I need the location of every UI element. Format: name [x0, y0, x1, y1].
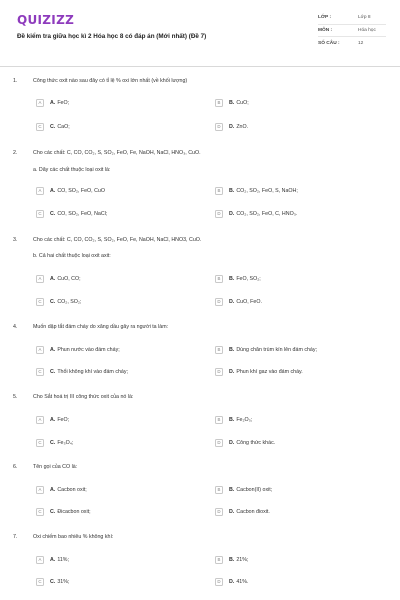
option-box[interactable]: A: [36, 416, 44, 424]
option-text: Phun nước vào đám cháy;: [57, 346, 120, 353]
option-letter: C.: [50, 368, 56, 375]
option-letter: B.: [229, 187, 235, 194]
option-letter: A.: [50, 187, 56, 194]
option-letter: D.: [229, 439, 235, 446]
option-text: CO₂, SO₂;: [57, 298, 82, 305]
worksheet-meta: [318, 12, 386, 50]
option-a[interactable]: [36, 185, 105, 196]
option-text: CO, SO₂, FeO, CuO: [57, 187, 105, 194]
option-text: 31%;: [57, 578, 70, 585]
option-letter: A.: [50, 486, 56, 493]
option-a[interactable]: [36, 273, 81, 284]
option-text: Cacbon đioxit.: [236, 508, 270, 515]
option-letter: D.: [229, 578, 235, 585]
option-letter: A.: [50, 416, 56, 423]
option-letter: C.: [50, 439, 56, 446]
option-text: Công thức khác.: [236, 439, 276, 446]
option-b[interactable]: [215, 554, 248, 565]
meta-label: MÔN :: [318, 27, 333, 33]
meta-row-question-count: [318, 37, 386, 50]
option-text: 21%;: [236, 556, 249, 563]
option-box[interactable]: C: [36, 123, 44, 131]
option-text: Fe₃O₄;: [57, 439, 74, 446]
option-box[interactable]: B: [215, 486, 223, 494]
option-letter: C.: [50, 210, 56, 217]
option-text: FeO;: [57, 99, 70, 106]
option-box[interactable]: C: [36, 210, 44, 218]
option-text: CuO, FeO.: [236, 298, 262, 305]
meta-value: Hóa học: [358, 27, 376, 33]
option-box[interactable]: B: [215, 416, 223, 424]
option-text: Phun khí gaz vào đám cháy.: [236, 368, 303, 375]
question-text: Cho Sắt hoá trị III công thức oxit của nó là:: [33, 394, 134, 400]
option-b[interactable]: [215, 273, 261, 284]
question-number: 6.: [13, 464, 18, 470]
option-letter: D.: [229, 368, 235, 375]
option-text: Đicacbon oxit;: [57, 508, 91, 515]
question-number: 3.: [13, 237, 18, 243]
option-box[interactable]: C: [36, 298, 44, 306]
option-letter: A.: [50, 346, 56, 353]
option-text: Cacbon(II) oxit;: [236, 486, 273, 493]
meta-label: LỚP :: [318, 15, 332, 21]
question-number: 7.: [13, 534, 18, 540]
question-number: 2.: [13, 150, 18, 156]
option-text: Cacbon oxit;: [57, 486, 87, 493]
option-text: CaO;: [57, 123, 70, 130]
option-b[interactable]: [215, 414, 252, 425]
meta-label: SỐ CÂU :: [318, 40, 340, 46]
option-box[interactable]: C: [36, 508, 44, 516]
option-text: CuO;: [236, 99, 249, 106]
option-d[interactable]: [215, 296, 262, 307]
option-c[interactable]: [36, 506, 91, 517]
option-text: CO₂, SO₂, FeO, C, HNO₃.: [236, 210, 298, 217]
option-text: Thổi không khí vào đám cháy;: [57, 368, 128, 375]
option-box[interactable]: D: [215, 210, 223, 218]
option-letter: D.: [229, 123, 235, 130]
option-box[interactable]: B: [215, 99, 223, 107]
meta-value: 12: [358, 40, 364, 46]
option-b[interactable]: [215, 97, 249, 108]
option-a[interactable]: [36, 554, 69, 565]
option-c[interactable]: [36, 437, 73, 448]
option-box[interactable]: A: [36, 556, 44, 564]
quizizz-logo[interactable]: QUIZIZZ: [17, 13, 75, 27]
question-text: Cho các chất: C, CO, CO₂, S, SO₂, FeO, Fe, NaOH, NaCl, HNO3, CuO.: [33, 237, 202, 243]
option-box[interactable]: B: [215, 187, 223, 195]
option-c[interactable]: [36, 121, 70, 132]
option-text: 11%;: [57, 556, 69, 563]
meta-row-subject: [318, 25, 386, 38]
option-letter: A.: [50, 556, 56, 563]
option-a[interactable]: [36, 484, 87, 495]
option-box[interactable]: A: [36, 346, 44, 354]
question-number: 4.: [13, 324, 18, 330]
question-number: 5.: [13, 394, 18, 400]
option-c[interactable]: [36, 208, 107, 219]
option-letter: B.: [229, 556, 235, 563]
option-c[interactable]: [36, 366, 128, 377]
question-text: Cho các chất: C, CO, CO₂, S, SO₂, FeO, Fe, NaOH, NaCl, HNO₃, CuO.: [33, 150, 201, 156]
question-text: Oxi chiếm bao nhiêu % không khí:: [33, 534, 114, 540]
option-box[interactable]: D: [215, 123, 223, 131]
question-subtext: a. Dãy các chất thuộc loại oxit là:: [33, 167, 111, 173]
option-c[interactable]: [36, 296, 81, 307]
option-box[interactable]: D: [215, 439, 223, 447]
option-letter: C.: [50, 578, 56, 585]
option-d[interactable]: [215, 208, 297, 219]
option-c[interactable]: [36, 576, 69, 587]
option-box[interactable]: A: [36, 99, 44, 107]
option-box[interactable]: C: [36, 368, 44, 376]
option-text: CO₂, SO₂, FeO, S, NaOH;: [236, 187, 298, 194]
meta-value: Lớp 8: [358, 15, 371, 21]
option-d[interactable]: [215, 576, 248, 587]
question-text: Công thức oxit nào sau đây có tỉ lệ % oxi lớn nhất (về khối lượng): [33, 78, 188, 84]
option-letter: B.: [229, 99, 235, 106]
worksheet-header: [0, 0, 400, 60]
option-box[interactable]: C: [36, 439, 44, 447]
option-box[interactable]: D: [215, 368, 223, 376]
option-letter: A.: [50, 275, 56, 282]
option-text: FeO;: [57, 416, 70, 423]
option-box[interactable]: A: [36, 275, 44, 283]
option-a[interactable]: [36, 344, 120, 355]
header-divider: [0, 66, 400, 67]
question-text: Tên gọi của CO là:: [33, 464, 78, 470]
question-text: Muốn dập tắt đám cháy do xăng dầu gây ra người ta làm:: [33, 324, 169, 330]
option-letter: D.: [229, 298, 235, 305]
option-box[interactable]: B: [215, 346, 223, 354]
option-b[interactable]: [215, 344, 317, 355]
option-d[interactable]: [215, 437, 275, 448]
option-letter: A.: [50, 99, 56, 106]
option-letter: C.: [50, 508, 56, 515]
option-text: 41%.: [236, 578, 249, 585]
option-box[interactable]: A: [36, 187, 44, 195]
option-text: Fe₂O₃;: [236, 416, 253, 423]
option-a[interactable]: [36, 414, 69, 425]
option-letter: B.: [229, 346, 235, 353]
option-letter: B.: [229, 275, 235, 282]
option-box[interactable]: D: [215, 578, 223, 586]
question-subtext: b. Cả hai chất thuộc loại oxit axit:: [33, 253, 111, 259]
option-box[interactable]: D: [215, 508, 223, 516]
option-letter: D.: [229, 210, 235, 217]
option-box[interactable]: B: [215, 275, 223, 283]
option-a[interactable]: [36, 97, 69, 108]
option-text: Dùng chăn trùm kín lên đám cháy;: [236, 346, 317, 353]
option-letter: C.: [50, 123, 56, 130]
option-b[interactable]: [215, 185, 298, 196]
option-text: CuO, CO;: [57, 275, 81, 282]
option-d[interactable]: [215, 506, 270, 517]
worksheet-title: Đề kiểm tra giữa học kì 2 Hóa học 8 có đáp án (Mới nhất) (Đề 7): [17, 33, 207, 40]
meta-row-class: [318, 12, 386, 25]
option-text: CO, SO₂, FeO, NaCl;: [57, 210, 108, 217]
option-box[interactable]: D: [215, 298, 223, 306]
option-text: ZnO.: [236, 123, 249, 130]
option-box[interactable]: C: [36, 578, 44, 586]
option-letter: C.: [50, 298, 56, 305]
option-box[interactable]: A: [36, 486, 44, 494]
option-text: FeO, SO₂;: [236, 275, 261, 282]
option-letter: D.: [229, 508, 235, 515]
option-box[interactable]: B: [215, 556, 223, 564]
option-letter: B.: [229, 416, 235, 423]
question-number: 1.: [13, 78, 18, 84]
option-d[interactable]: [215, 121, 248, 132]
option-b[interactable]: [215, 484, 272, 495]
option-d[interactable]: [215, 366, 303, 377]
option-letter: B.: [229, 486, 235, 493]
